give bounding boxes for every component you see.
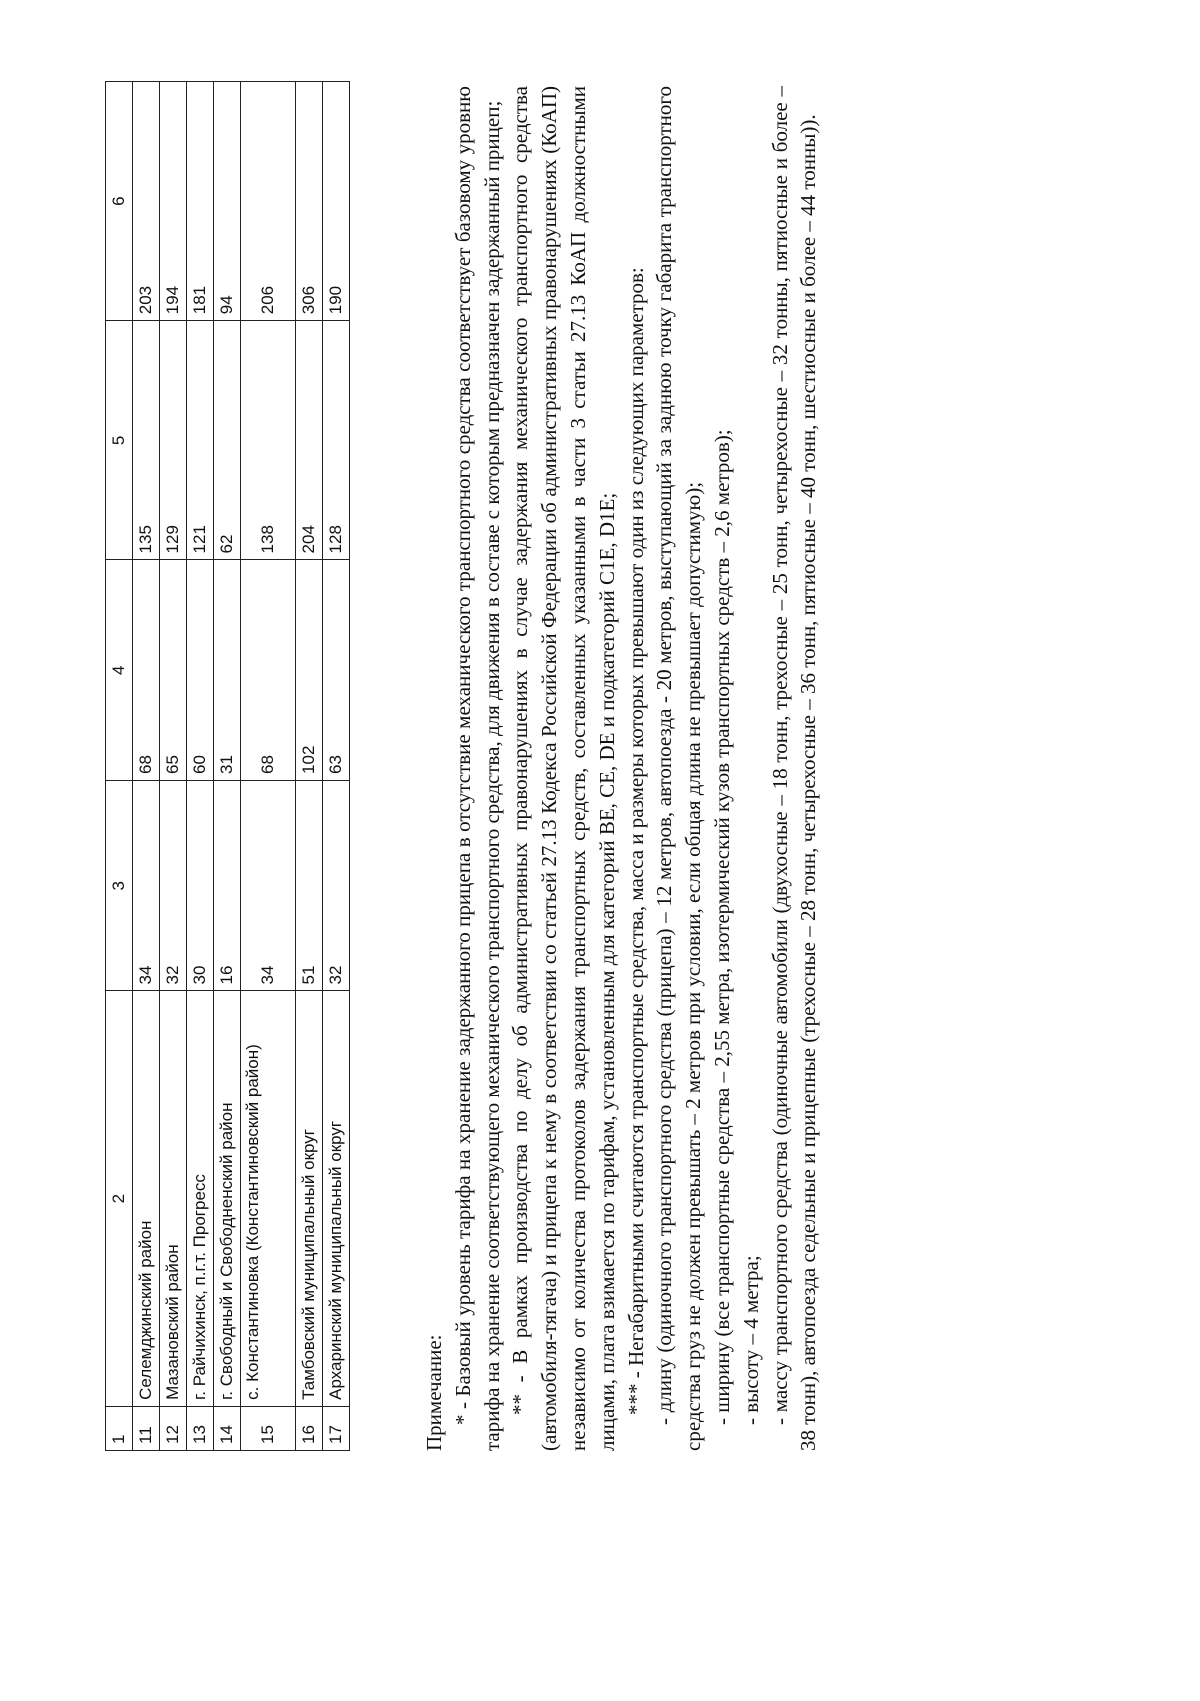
- tariff-cell: 32: [160, 780, 187, 991]
- tariff-cell: 63: [323, 560, 350, 781]
- row-number: 12: [160, 1406, 187, 1450]
- header-cell: 4: [106, 560, 133, 781]
- header-cell: 3: [106, 780, 133, 991]
- tariff-cell: 135: [133, 321, 160, 560]
- row-number: 14: [214, 1406, 241, 1450]
- tariff-cell: 121: [187, 321, 214, 560]
- header-cell: 6: [106, 82, 133, 321]
- note-mass: - массу транспортного средства (одиночные автомобили (двухосные – 18 тонн, трехосные – 25 тонн, четырехосные – 32 тонны, пятиосные и более – 38 тонн), автопоезда седельные и прицепные (трехосные – 28 тонн, четырехосные – 36 тонн, пятиосные – 40 тонн, шестиосные и более – 44 тонны)).: [767, 86, 821, 1451]
- tariff-cell: 16: [214, 780, 241, 991]
- tariff-cell: 34: [133, 780, 160, 991]
- header-cell: 5: [106, 321, 133, 560]
- tariff-cell: 306: [296, 82, 323, 321]
- header-cell: 2: [106, 991, 133, 1406]
- tariff-table: [105, 81, 350, 1451]
- district-name: Тамбовский муниципальный округ: [296, 991, 323, 1406]
- tariff-cell: 203: [133, 82, 160, 321]
- tariff-cell: 32: [323, 780, 350, 991]
- table-row: [296, 82, 323, 1451]
- header-cell: 1: [106, 1406, 133, 1450]
- table-row: [187, 82, 214, 1451]
- district-name: с. Константиновка (Константиновский район): [241, 991, 296, 1406]
- tariff-cell: 181: [187, 82, 214, 321]
- tariff-cell: 65: [160, 560, 187, 781]
- table-row: [214, 82, 241, 1451]
- tariff-cell: 51: [296, 780, 323, 991]
- row-number: 16: [296, 1406, 323, 1450]
- district-name: г. Райчихинск, п.г.т. Прогресс: [187, 991, 214, 1406]
- note-length: - длину (одиночного транспортного средства (прицепа) – 12 метров, автопоезда - 20 метров, выступающий за заднюю точку габарита транспортного средства груз не должен превышать – 2 метров при условии, если общая длина не превышает допустимую);: [652, 86, 706, 1451]
- notes-section: [420, 86, 823, 1451]
- tariff-cell: 128: [323, 321, 350, 560]
- tariff-cell: 102: [296, 560, 323, 781]
- note-height: - высоту – 4 метра;: [738, 1255, 763, 1425]
- table-header-row: [106, 82, 133, 1451]
- tariff-cell: 194: [160, 82, 187, 321]
- tariff-cell: 206: [241, 82, 296, 321]
- district-name: г. Свободный и Свободненский район: [214, 991, 241, 1406]
- tariff-cell: 68: [133, 560, 160, 781]
- note-koap: ** - В рамках производства по делу об административных правонарушениях в случае задержания механического транспортного средства (автомобиля-тягача) и прицепа к нему в соответствии со статьей 27.13 Кодекса Российской Федерации об административных правонарушениях (КоАП) независимо от количества протоколов задержания транспортных средств, составленных указанными в части 3 статьи 27.13 КоАП должностными лицами, плата взимается по тарифам, установленным для категорий BE, CE, DE и подкатегорий C1E, D1E;: [508, 86, 619, 1451]
- note-base-tariff: * - Базовый уровень тарифа на хранение задержанного прицепа в отсутствие механического транспортного средства соответствует базовому уровню тарифа на хранение соответствующего механического транспортного средства, для движения в составе с которым предназначен задержанный прицеп;: [450, 86, 504, 1451]
- note-oversized: *** - Негабаритными считаются транспортные средства, масса и размеры которых превышают один из следующих параметров:: [623, 267, 648, 1415]
- district-name: Мазановский район: [160, 991, 187, 1406]
- row-number: 17: [323, 1406, 350, 1450]
- row-number: 15: [241, 1406, 296, 1450]
- district-name: Архаринский муниципальный округ: [323, 991, 350, 1406]
- tariff-cell: 204: [296, 321, 323, 560]
- row-number: 13: [187, 1406, 214, 1450]
- table-row: [241, 82, 296, 1451]
- tariff-cell: 31: [214, 560, 241, 781]
- table-row: [160, 82, 187, 1451]
- tariff-cell: 62: [214, 321, 241, 560]
- table-row: [133, 82, 160, 1451]
- tariff-cell: 190: [323, 82, 350, 321]
- tariff-cell: 30: [187, 780, 214, 991]
- note-width: - ширину (все транспортные средства – 2,55 метра, изотермический кузов транспортных средств – 2,6 метров);: [709, 429, 734, 1425]
- tariff-cell: 60: [187, 560, 214, 781]
- tariff-cell: 94: [214, 82, 241, 321]
- tariff-cell: 138: [241, 321, 296, 560]
- tariff-cell: 129: [160, 321, 187, 560]
- table-row: [323, 82, 350, 1451]
- notes-title: Примечание:: [422, 1334, 446, 1451]
- row-number: 11: [133, 1406, 160, 1450]
- tariff-cell: 68: [241, 560, 296, 781]
- tariff-cell: 34: [241, 780, 296, 991]
- district-name: Селемджинский район: [133, 991, 160, 1406]
